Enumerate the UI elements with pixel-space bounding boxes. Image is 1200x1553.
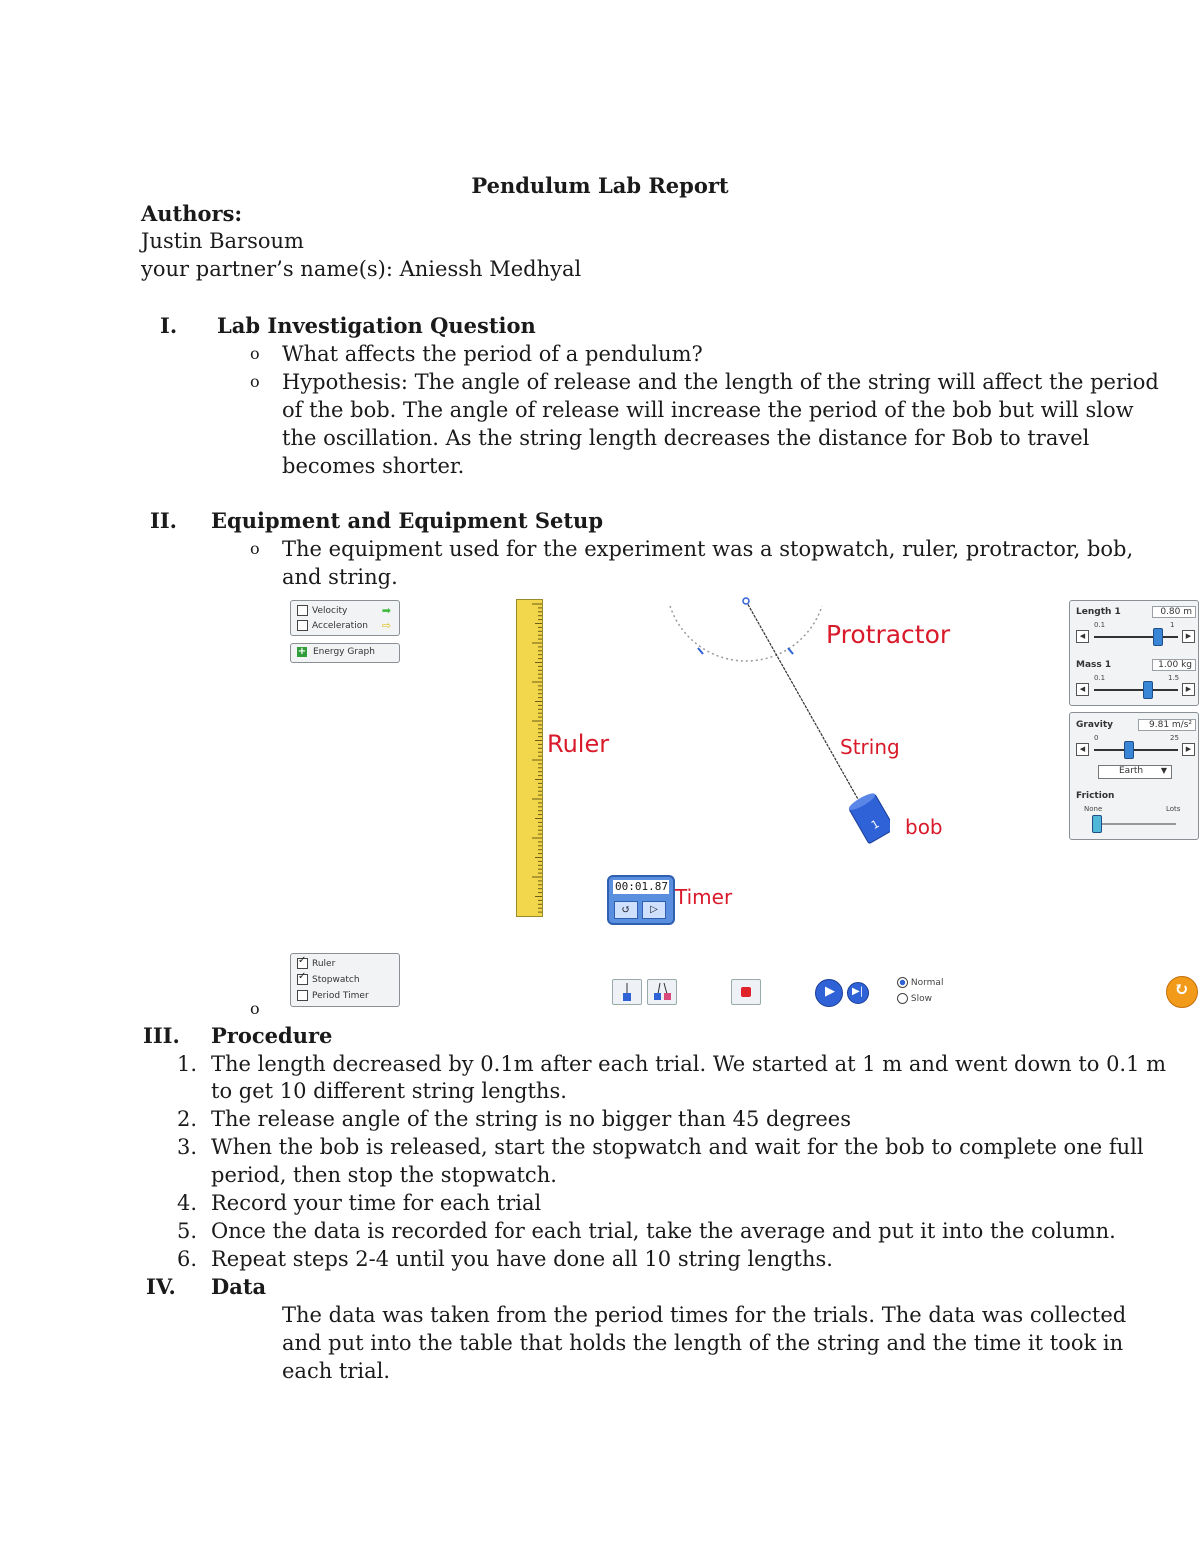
bullet-marker: o (250, 372, 260, 391)
gravity-decrease-button[interactable]: ◀ (1076, 743, 1089, 756)
gravity-value[interactable]: 9.81 m/s² (1138, 719, 1196, 731)
stopwatch-widget[interactable] (607, 875, 675, 925)
data-paragraph-line: The data was taken from the period times for the trials. The data was collected (282, 1303, 1127, 1327)
tools-panel (290, 953, 400, 1007)
bob-annotation: bob (905, 815, 943, 839)
bullet-marker: o (250, 999, 260, 1018)
step-text: Repeat steps 2-4 until you have done all 10 string lengths. (211, 1247, 833, 1271)
speed-slow-option[interactable] (897, 993, 932, 1004)
ruler-checkbox[interactable] (297, 958, 308, 969)
step-button[interactable] (847, 982, 869, 1004)
length-label: Length 1 (1076, 607, 1121, 617)
mass-label: Mass 1 (1076, 660, 1112, 670)
stopwatch-option-label: Stopwatch (312, 975, 360, 985)
ruler-ticks (517, 600, 542, 916)
period-timer-checkbox[interactable] (297, 990, 308, 1001)
plus-icon: + (297, 646, 307, 657)
mass-slider-track[interactable] (1094, 689, 1178, 691)
speed-normal-radio[interactable] (897, 977, 908, 988)
velocity-checkbox[interactable] (297, 605, 308, 616)
stop-icon (741, 987, 751, 997)
step-number: 1. (177, 1052, 198, 1076)
stopwatch-reset-icon[interactable]: ↺ (614, 901, 638, 919)
velocity-arrow-icon: ➡ (381, 604, 391, 617)
step-text: When the bob is released, start the stopwatch and wait for the bob to complete one full (211, 1135, 1144, 1159)
pendulum-sim-screenshot (280, 596, 1200, 1016)
chevron-down-icon: ▼ (1160, 766, 1167, 775)
speed-slow-label: Slow (910, 994, 932, 1004)
mass-decrease-button[interactable]: ◀ (1076, 683, 1089, 696)
timer-annotation: Timer (675, 885, 733, 909)
speed-normal-label: Normal (910, 978, 944, 988)
equipment-line: The equipment used for the experiment was a stopwatch, ruler, protractor, bob, (282, 537, 1134, 561)
section-2-heading: Equipment and Equipment Setup (211, 508, 604, 533)
velocity-label: Velocity (312, 606, 348, 616)
step-number: 2. (177, 1107, 198, 1131)
friction-slider-track[interactable] (1092, 823, 1176, 825)
period-timer-option-label: Period Timer (312, 991, 369, 1001)
stopwatch-play-icon[interactable]: ▷ (642, 901, 666, 919)
protractor-marker (698, 648, 703, 654)
mass-min: 0.1 (1094, 674, 1106, 682)
pivot-point (743, 598, 749, 604)
friction-max: Lots (1166, 805, 1181, 813)
length-slider-knob[interactable] (1153, 628, 1163, 646)
section-4-numeral: IV. (146, 1274, 176, 1299)
stopwatch-checkbox[interactable] (297, 974, 308, 985)
length-slider-track[interactable] (1094, 636, 1178, 638)
friction-min: None (1084, 805, 1103, 813)
step-text: to get 10 different string lengths. (211, 1079, 567, 1103)
section-1-numeral: I. (160, 313, 178, 338)
section-3-numeral: III. (143, 1023, 180, 1048)
section-3-heading: Procedure (211, 1023, 333, 1048)
length-max: 1 (1170, 621, 1175, 629)
mass-value[interactable]: 1.00 kg (1152, 659, 1196, 671)
gravity-friction-panel (1069, 712, 1199, 840)
section-2-numeral: II. (150, 508, 177, 533)
length-increase-button[interactable]: ▶ (1182, 630, 1195, 643)
step-text: period, then stop the stopwatch. (211, 1163, 557, 1187)
friction-slider-knob[interactable] (1092, 815, 1102, 833)
equipment-line: and string. (282, 565, 398, 589)
planet-select[interactable] (1098, 765, 1172, 779)
section-4-heading: Data (211, 1274, 267, 1299)
protractor-arc (670, 606, 822, 661)
length-value[interactable]: 0.80 m (1152, 606, 1196, 618)
authors-label: Authors: (141, 201, 243, 226)
energy-graph-label: Energy Graph (313, 647, 375, 657)
step-number: 3. (177, 1135, 198, 1159)
single-pendulum-button[interactable] (612, 979, 642, 1005)
data-paragraph-line: each trial. (282, 1359, 391, 1383)
hypothesis-line: the oscillation. As the string length decreases the distance for Bob to travel (282, 426, 1090, 450)
ruler-option-label: Ruler (312, 959, 336, 969)
acceleration-label: Acceleration (312, 621, 368, 631)
friction-label: Friction (1076, 791, 1115, 801)
mass-max: 1.5 (1168, 674, 1180, 682)
play-button[interactable] (815, 979, 843, 1007)
reset-icon: ↻ (1174, 979, 1190, 1000)
gravity-slider-track[interactable] (1094, 749, 1178, 751)
gravity-max: 25 (1170, 734, 1179, 742)
bob-number: 1 (868, 817, 882, 833)
double-pendulum-button[interactable] (647, 979, 677, 1005)
gravity-min: 0 (1094, 734, 1099, 742)
acceleration-checkbox[interactable] (297, 620, 308, 631)
stop-button[interactable] (731, 979, 761, 1005)
page-title: Pendulum Lab Report (471, 173, 729, 198)
length-mass-panel (1069, 600, 1199, 706)
step-text: Once the data is recorded for each trial, take the average and put it into the column. (211, 1219, 1116, 1243)
double-pendulum-icon (648, 980, 676, 1004)
play-icon: ▶ (825, 984, 835, 999)
step-number: 5. (177, 1219, 198, 1243)
hypothesis-line: of the bob. The angle of release will increase the period of the bob but will slow (282, 398, 1134, 422)
speed-normal-option[interactable] (897, 977, 943, 988)
mass-increase-button[interactable]: ▶ (1182, 683, 1195, 696)
step-text: The release angle of the string is no bigger than 45 degrees (211, 1107, 851, 1131)
step-number: 4. (177, 1191, 198, 1215)
acceleration-arrow-icon: ⇨ (381, 619, 391, 632)
ruler[interactable] (516, 599, 543, 917)
step-text: The length decreased by 0.1m after each trial. We started at 1 m and went down to 0.1 m (211, 1052, 1167, 1076)
mass-slider-knob[interactable] (1143, 681, 1153, 699)
length-min: 0.1 (1094, 621, 1106, 629)
ruler-annotation: Ruler (547, 730, 610, 758)
velocity-option[interactable] (297, 605, 347, 616)
bullet-marker: o (250, 344, 260, 363)
stopwatch-option[interactable] (297, 974, 360, 985)
investigation-question: What affects the period of a pendulum? (282, 342, 703, 366)
ruler-option[interactable] (297, 958, 335, 969)
length-decrease-button[interactable]: ◀ (1076, 630, 1089, 643)
gravity-increase-button[interactable]: ▶ (1182, 743, 1195, 756)
data-paragraph-line: and put into the table that holds the length of the string and the time it took in (282, 1331, 1124, 1355)
gravity-label: Gravity (1076, 720, 1114, 730)
hypothesis-line: becomes shorter. (282, 454, 465, 478)
string-annotation: String (840, 735, 900, 759)
bullet-marker: o (250, 539, 260, 558)
speed-slow-radio[interactable] (897, 993, 908, 1004)
protractor-marker (788, 648, 793, 654)
author-name: Justin Barsoum (141, 229, 304, 253)
reset-all-button[interactable] (1166, 976, 1198, 1008)
period-timer-option[interactable] (297, 990, 369, 1001)
step-icon: ▶| (852, 986, 864, 997)
protractor-annotation: Protractor (826, 620, 951, 649)
partner-line: your partner’s name(s): Aniessh Medhyal (141, 257, 582, 281)
planet-select-value: Earth (1119, 766, 1144, 776)
single-pendulum-icon (613, 980, 641, 1004)
step-number: 6. (177, 1247, 198, 1271)
vectors-panel (290, 600, 400, 636)
acceleration-option[interactable] (297, 620, 368, 631)
energy-graph-button[interactable] (290, 643, 400, 663)
step-text: Record your time for each trial (211, 1191, 542, 1215)
stopwatch-display: 00:01.87 (615, 880, 668, 893)
hypothesis-line: Hypothesis: The angle of release and the length of the string will affect the period (282, 370, 1159, 394)
pendulum-bob[interactable] (847, 791, 890, 844)
gravity-slider-knob[interactable] (1124, 741, 1134, 759)
section-1-heading: Lab Investigation Question (217, 313, 536, 338)
